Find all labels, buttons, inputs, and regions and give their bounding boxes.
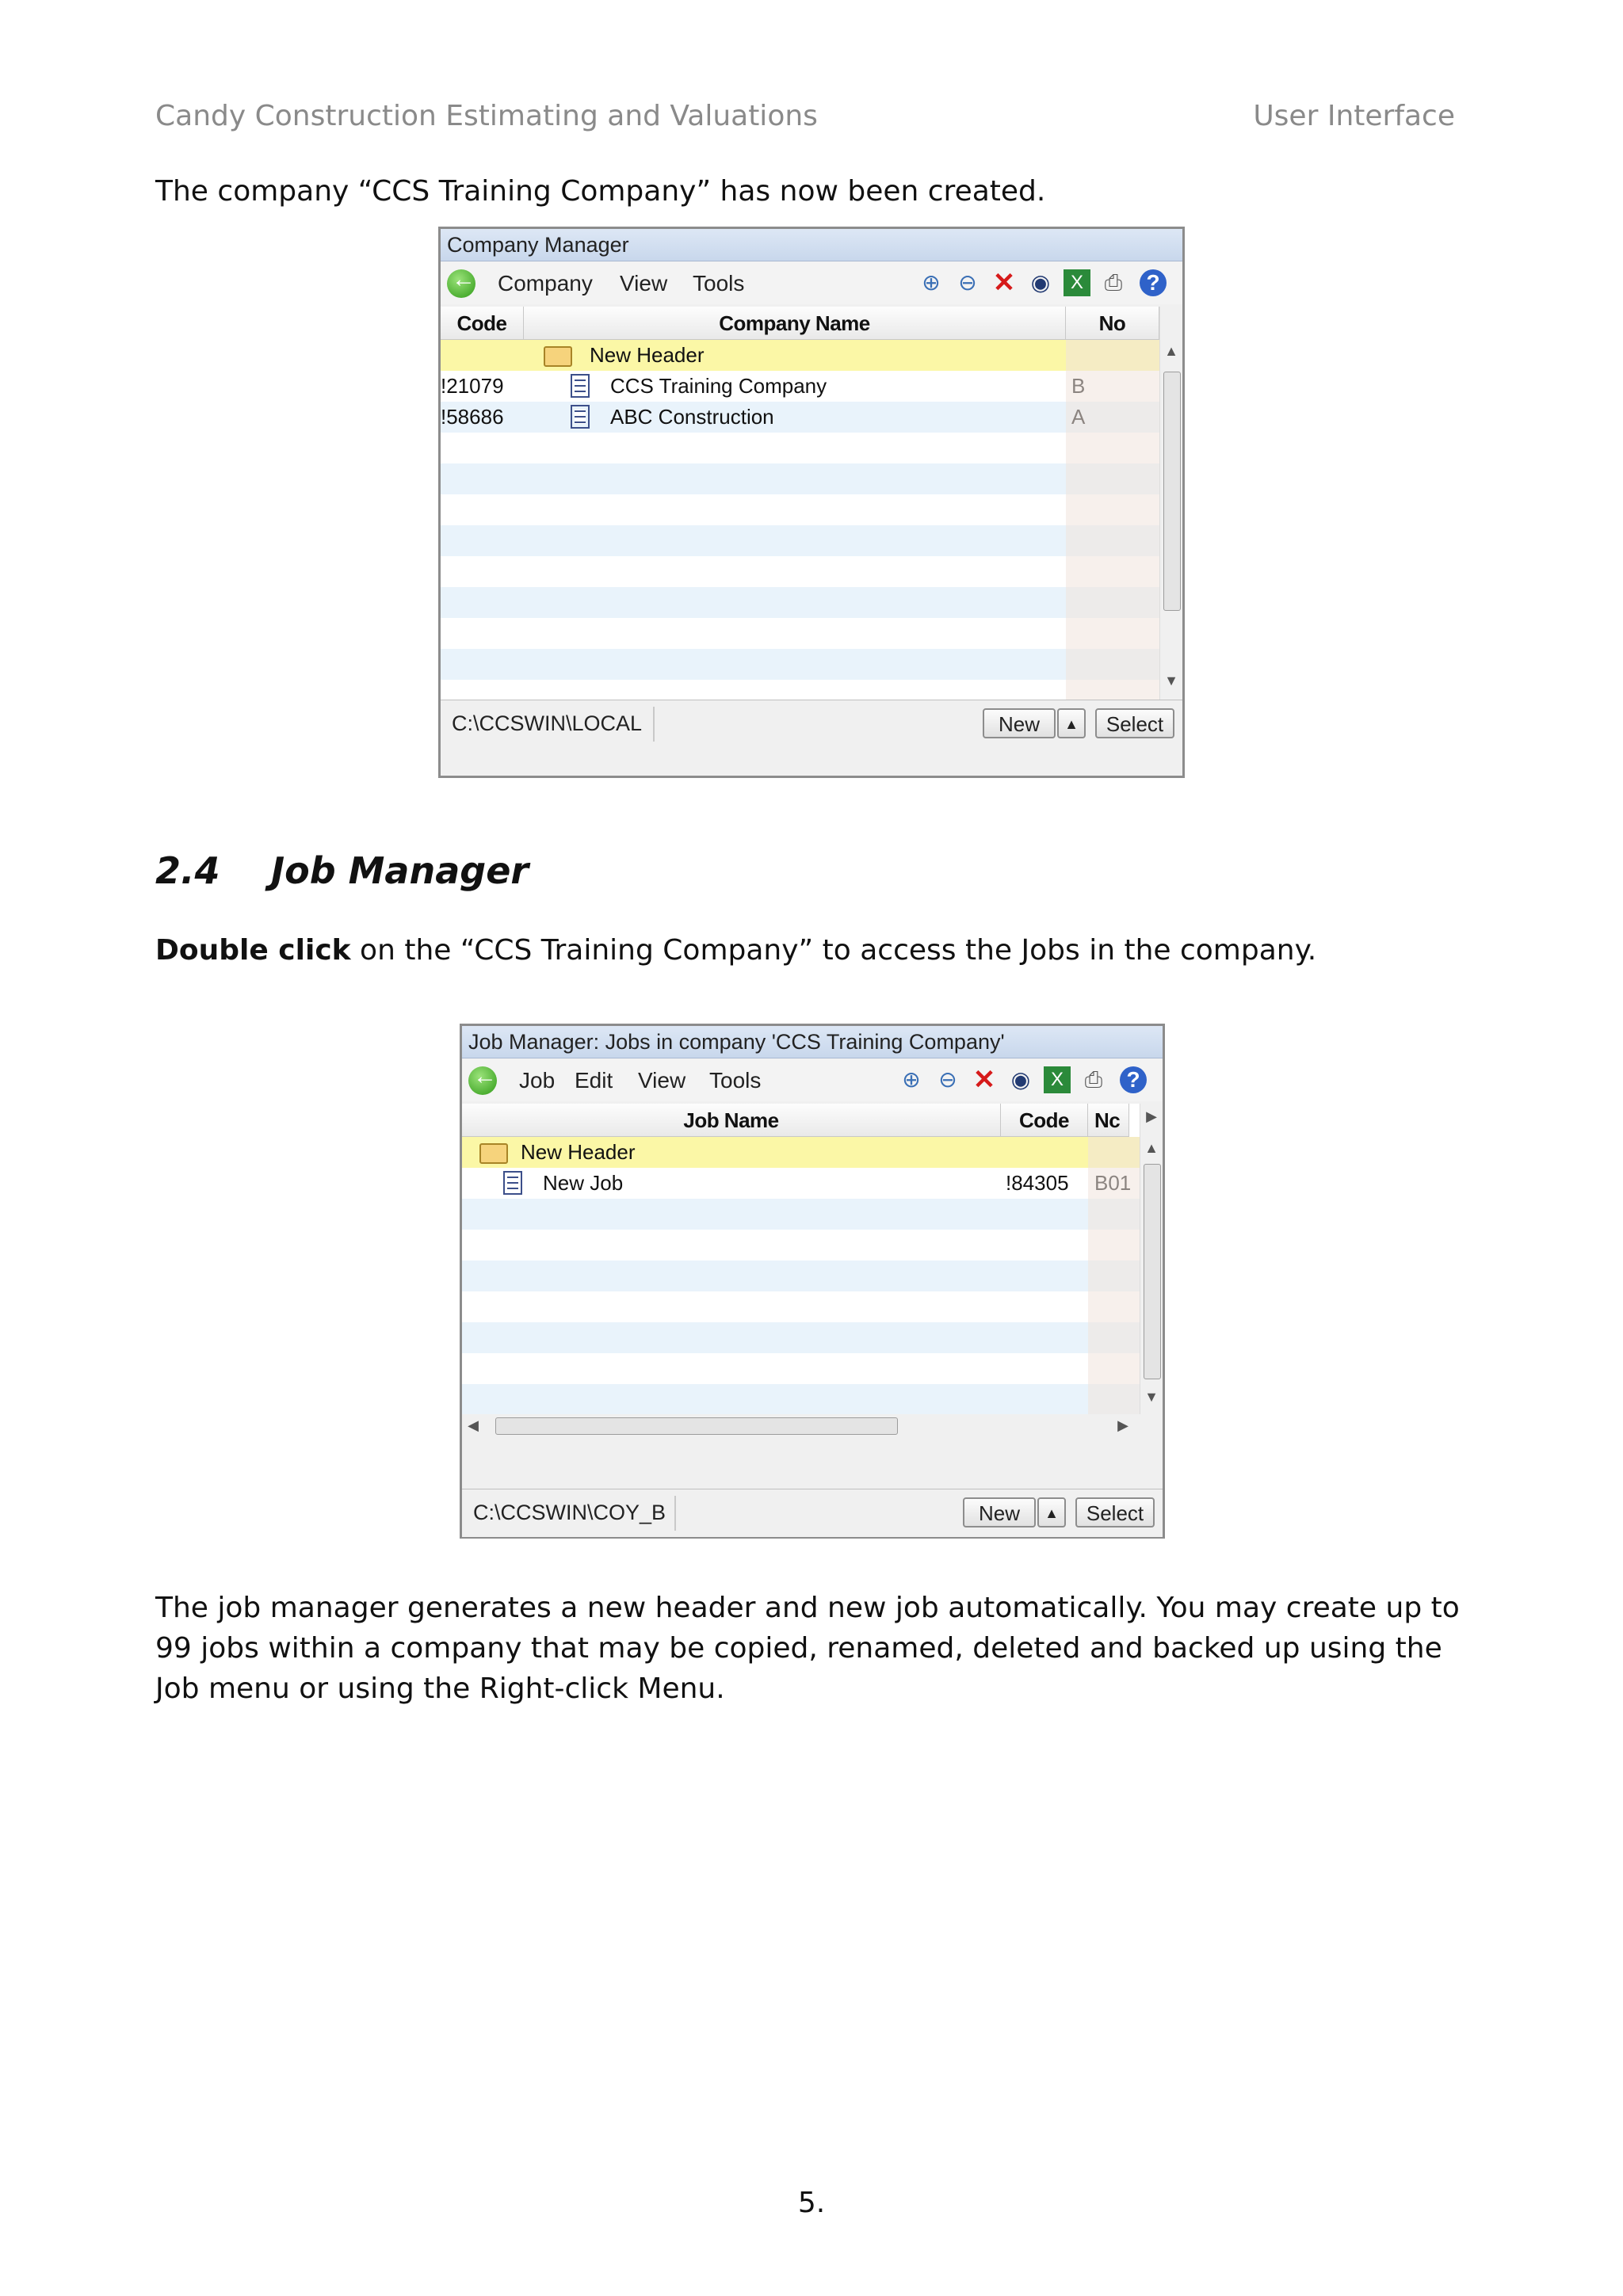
- help-icon[interactable]: ?: [1120, 1066, 1147, 1093]
- column-header-job-name[interactable]: Job Name: [462, 1104, 1001, 1137]
- row-code: !84305: [1006, 1171, 1069, 1195]
- document-icon: [503, 1171, 522, 1195]
- status-bar: [462, 1489, 1163, 1537]
- job-manager-window: [460, 1024, 1165, 1539]
- page-header-right: User Interface: [1253, 100, 1455, 132]
- zoom-in-icon[interactable]: ⊕: [902, 1067, 921, 1092]
- menu-job[interactable]: Job: [519, 1068, 556, 1093]
- header-row-label: New Header: [521, 1140, 636, 1164]
- help-icon[interactable]: ?: [1140, 269, 1167, 296]
- table-row[interactable]: [441, 371, 1159, 402]
- instruction-rest: on the “CCS Training Company” to access the Jobs in the company.: [350, 934, 1317, 967]
- scroll-down-arrow-icon[interactable]: ▼: [1144, 1389, 1159, 1405]
- empty-row: [441, 525, 1159, 556]
- new-dropdown-arrow-icon[interactable]: ▲: [1057, 708, 1086, 738]
- find-icon[interactable]: ◉: [1010, 1067, 1031, 1092]
- scroll-down-arrow-icon[interactable]: ▼: [1164, 673, 1178, 688]
- status-divider: [674, 1496, 676, 1531]
- find-icon[interactable]: ◉: [1030, 270, 1051, 295]
- empty-row: [462, 1199, 1140, 1230]
- scroll-right-arrow-icon[interactable]: ▶: [1146, 1108, 1157, 1124]
- row-company-name: ABC Construction: [610, 405, 774, 429]
- empty-row: [441, 433, 1159, 463]
- new-button[interactable]: New: [963, 1497, 1036, 1527]
- no-column-shade: [1066, 340, 1159, 700]
- select-button[interactable]: Select: [1095, 708, 1174, 738]
- page-header-left: Candy Construction Estimating and Valuations: [155, 100, 818, 132]
- delete-icon[interactable]: ✕: [972, 1065, 996, 1095]
- row-job-name: New Job: [543, 1171, 624, 1195]
- horizontal-scrollbar-thumb[interactable]: [495, 1417, 898, 1435]
- empty-row: [441, 556, 1159, 587]
- select-button[interactable]: Select: [1075, 1497, 1155, 1527]
- closing-paragraph: The job manager generates a new header and new job automatically. You may create up to 99 jobs within a company that may be copied, renamed, deleted and backed up using the Job menu or using the Right-click Menu.: [155, 1592, 1460, 1705]
- list-header-row[interactable]: [441, 340, 1159, 371]
- scrollbar-thumb[interactable]: [1144, 1164, 1161, 1379]
- new-button[interactable]: New: [983, 708, 1056, 738]
- column-header-company-name[interactable]: Company Name: [524, 307, 1066, 340]
- empty-row: [462, 1353, 1140, 1384]
- empty-row: [441, 649, 1159, 680]
- menu-bar: [462, 1058, 1163, 1101]
- menu-view[interactable]: View: [620, 271, 668, 296]
- column-header-code[interactable]: Code: [441, 307, 524, 340]
- status-divider: [653, 707, 655, 742]
- intro-paragraph: The company “CCS Training Company” has now been created.: [155, 175, 1046, 208]
- window-title: Job Manager: Jobs in company 'CCS Training Company': [462, 1026, 1163, 1058]
- section-number: 2.4: [155, 849, 220, 892]
- zoom-out-icon[interactable]: ⊖: [938, 1067, 957, 1092]
- menu-tools[interactable]: Tools: [709, 1068, 762, 1093]
- delete-icon[interactable]: ✕: [992, 268, 1016, 298]
- zoom-out-icon[interactable]: ⊖: [958, 270, 977, 295]
- document-icon: [571, 374, 590, 398]
- folder-icon: [544, 346, 572, 367]
- list-header-row[interactable]: [462, 1137, 1140, 1168]
- scroll-up-arrow-icon[interactable]: ▲: [1144, 1140, 1159, 1156]
- instruction-paragraph: [155, 930, 1471, 971]
- excel-icon[interactable]: X: [1044, 1066, 1071, 1093]
- back-arrow-icon[interactable]: [468, 1066, 497, 1095]
- row-company-name: CCS Training Company: [610, 374, 827, 398]
- new-dropdown-arrow-icon[interactable]: ▲: [1037, 1497, 1066, 1527]
- no-column-shade: [1088, 1137, 1140, 1414]
- scroll-right-arrow-icon[interactable]: ▶: [1117, 1417, 1128, 1433]
- window-title: Company Manager: [441, 229, 1182, 261]
- status-path: C:\CCSWIN\COY_B: [473, 1501, 666, 1524]
- empty-row: [462, 1322, 1140, 1353]
- menu-view[interactable]: View: [638, 1068, 686, 1093]
- document-icon: [571, 405, 590, 429]
- table-row[interactable]: [441, 402, 1159, 433]
- empty-row: [462, 1384, 1140, 1415]
- vertical-scrollbar[interactable]: [1140, 1104, 1163, 1414]
- menu-tools[interactable]: Tools: [693, 271, 745, 296]
- section-title: Job Manager: [271, 849, 529, 892]
- status-path: C:\CCSWIN\LOCAL: [452, 711, 643, 735]
- menu-bar: [441, 261, 1182, 304]
- vertical-scrollbar[interactable]: [1159, 307, 1182, 700]
- scrollbar-thumb[interactable]: [1163, 372, 1181, 611]
- excel-icon[interactable]: X: [1064, 269, 1090, 296]
- row-code: !58686: [441, 405, 504, 429]
- empty-row: [441, 618, 1159, 649]
- back-arrow-icon[interactable]: [447, 269, 475, 298]
- header-row-label: New Header: [590, 343, 705, 367]
- menu-company[interactable]: Company: [498, 271, 593, 296]
- instruction-bold: Double click: [155, 934, 351, 967]
- empty-row: [441, 463, 1159, 494]
- column-header-code[interactable]: Code: [1001, 1104, 1088, 1137]
- empty-row: [462, 1291, 1140, 1322]
- empty-row: [462, 1230, 1140, 1261]
- empty-row: [462, 1261, 1140, 1291]
- row-code: !21079: [441, 374, 504, 398]
- job-grid: [462, 1104, 1163, 1435]
- scroll-left-arrow-icon[interactable]: ◀: [468, 1417, 479, 1433]
- folder-icon: [479, 1143, 508, 1164]
- status-bar: [441, 700, 1182, 748]
- column-header-no[interactable]: No: [1066, 307, 1159, 340]
- menu-edit[interactable]: Edit: [575, 1068, 613, 1093]
- table-row[interactable]: [462, 1168, 1140, 1199]
- horizontal-scrollbar[interactable]: [462, 1414, 1163, 1435]
- company-grid: [441, 307, 1182, 700]
- company-manager-window: [438, 227, 1185, 778]
- section-heading: [155, 849, 529, 892]
- print-icon[interactable]: ⎙: [1084, 1067, 1103, 1092]
- page-number: 5.: [797, 2187, 826, 2219]
- empty-row: [441, 587, 1159, 618]
- empty-row: [441, 494, 1159, 525]
- print-icon[interactable]: ⎙: [1104, 270, 1123, 295]
- zoom-in-icon[interactable]: ⊕: [922, 270, 941, 295]
- scroll-up-arrow-icon[interactable]: ▲: [1164, 343, 1178, 359]
- column-header-no[interactable]: Nc: [1088, 1104, 1129, 1137]
